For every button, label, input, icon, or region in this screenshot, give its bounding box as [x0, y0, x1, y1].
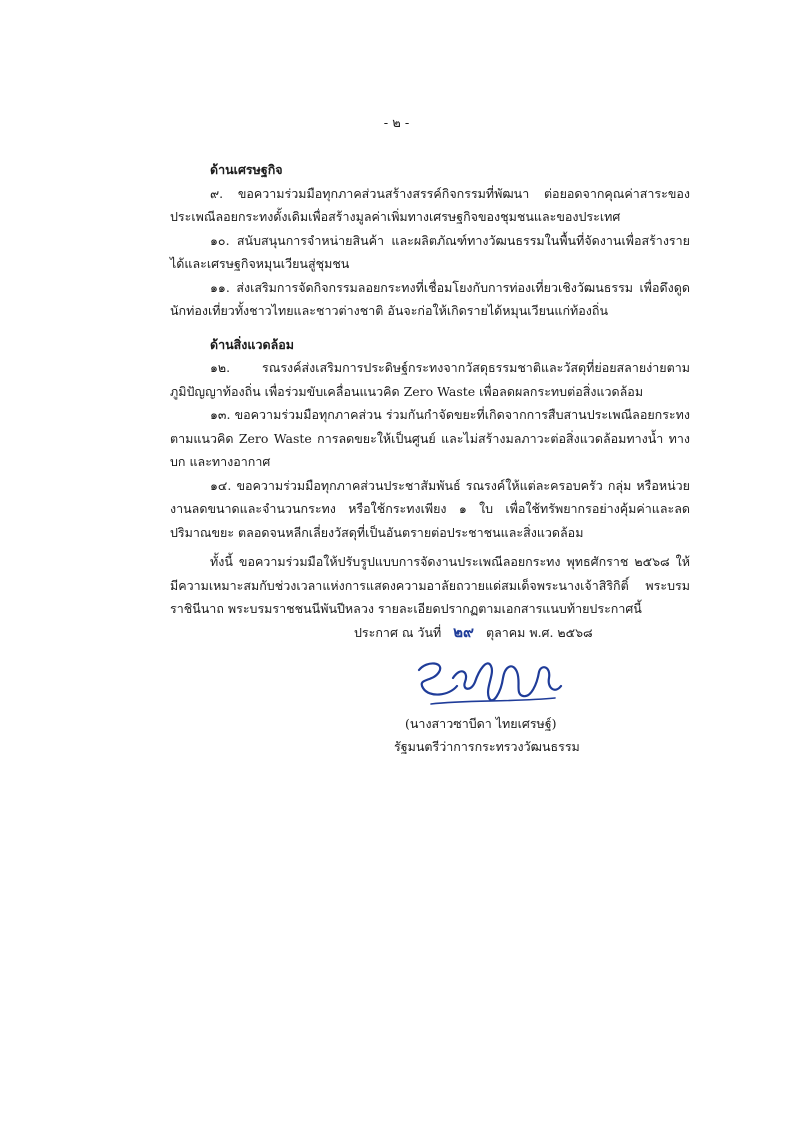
environment-item-12: ๑๒. รณรงค์ส่งเสริมการประดิษฐ์กระทงจากวัสดุธรรมชาติและวัสดุที่ย่อยสลายง่ายตามภูมิปัญญาท้องถิ่น เพื่อร่วมขับเคลื่อนแนวคิด Zero Waste เพื่อลดผลกระทบต่อสิ่งแวดล้อม: [170, 360, 690, 399]
issue-date-line: [354, 620, 593, 644]
environment-item-14: ๑๔. ขอความร่วมมือทุกภาคส่วนประชาสัมพันธ์ รณรงค์ให้แต่ละครอบครัว กลุ่ม หรือหน่วยงานลดขนาดและจำนวนกระทง หรือใช้กระทงเพียง ๑ ใบ เพื่อใช้ทรัพยากรอย่างคุ้มค่าและลดปริมาณขยะ ตลอดจนหลีกเลี่ยงวัสดุที่เป็นอันตรายต่อประชาชนและสิ่งแวดล้อม: [170, 477, 690, 540]
environment-item-13: ๑๓. ขอความร่วมมือทุกภาคส่วน ร่วมกันกำจัดขยะที่เกิดจากการสืบสานประเพณีลอยกระทงตามแนวคิด Zero Waste การลดขยะให้เป็นศูนย์ และไม่สร้างมลภาวะต่อสิ่งแวดล้อมทางน้ำ ทางบก และทางอากาศ: [170, 407, 690, 469]
handwritten-signature: [405, 648, 565, 712]
signer-name: (นางสาวซาบีดา ไทยเศรษฐ์): [405, 716, 557, 731]
economy-item-9: ๙. ขอความร่วมมือทุกภาคส่วนสร้างสรรค์กิจกรรมที่พัฒนา ต่อยอดจากคุณค่าสาระของประเพณีลอยกระทงดั้งเดิมเพื่อสร้างมูลค่าเพิ่มทางเศรษฐกิจของชุมชนและของประเทศ: [170, 185, 690, 224]
document-body: [170, 158, 690, 621]
page-number: - ๒ -: [383, 116, 410, 131]
issue-day: ๒๙: [453, 623, 475, 641]
economy-item-11: ๑๑. ส่งเสริมการจัดกิจกรรมลอยกระทงที่เชื่อมโยงกับการท่องเที่ยวเชิงวัฒนธรรม เพื่อดึงดูดนักท่องเที่ยวทั้งชาวไทยและชาวต่างชาติ อันจะก่อให้เกิดรายได้หมุนเวียนแก่ท้องถิ่น: [170, 279, 690, 318]
section-heading-economy: ด้านเศรษฐกิจ: [210, 162, 283, 177]
economy-item-10: ๑๐. สนับสนุนการจำหน่ายสินค้า และผลิตภัณฑ์ทางวัฒนธรรมในพื้นที่จัดงานเพื่อสร้างรายได้และเศรษฐกิจหมุนเวียนสู่ชุมชน: [170, 232, 690, 271]
issue-month-year: ตุลาคม พ.ศ. ๒๕๖๘: [485, 625, 593, 640]
issue-date-prefix: ประกาศ ณ วันที่: [354, 625, 442, 640]
signer-title: รัฐมนตรีว่าการกระทรวงวัฒนธรรม: [394, 739, 580, 754]
section-heading-environment: ด้านสิ่งแวดล้อม: [210, 336, 295, 352]
section-gap: [170, 323, 690, 333]
closing-paragraph: ทั้งนี้ ขอความร่วมมือให้ปรับรูปแบบการจัดงานประเพณีลอยกระทง พุทธศักราช ๒๕๖๘ ให้มีความเหมาะสมกับช่วงเวลาแห่งการแสดงความอาลัยถวายแด่สมเด็จพระนางเจ้าสิริกิติ์ พระบรมราชินีนาถ พระบรมราชชนนีพันปีหลวง รายละเอียดปรากฏตามเอกสารแนบท้ายประกาศนี้: [170, 554, 690, 616]
